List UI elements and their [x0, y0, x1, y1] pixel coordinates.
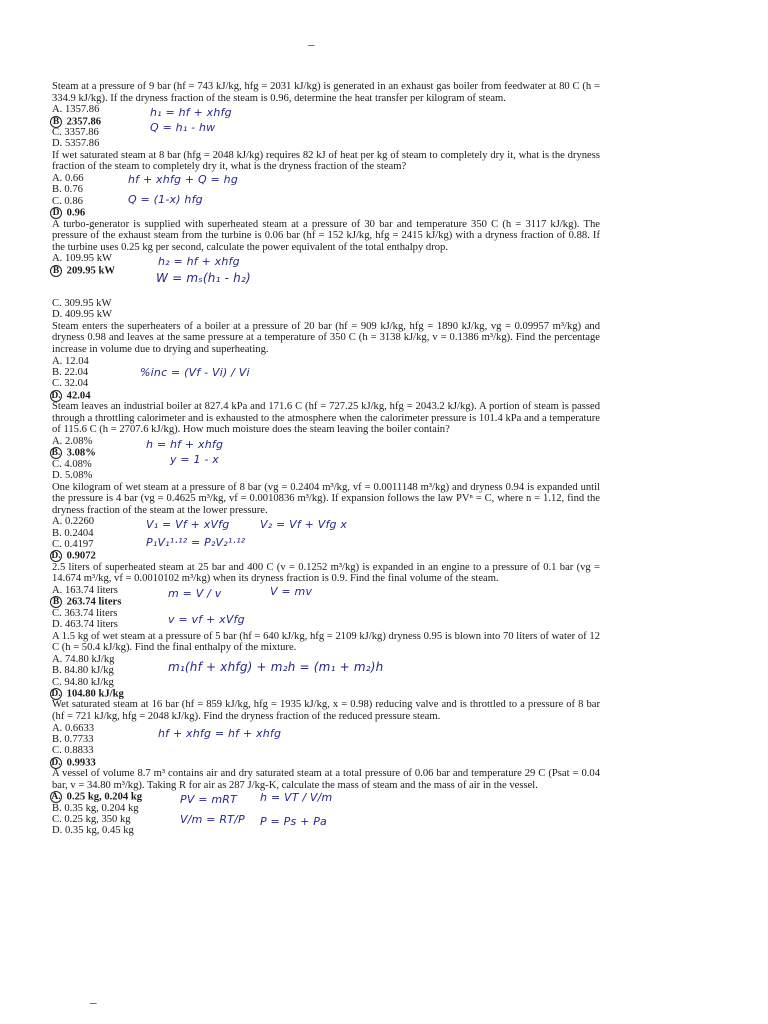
option-d[interactable]: D. 463.74 liters	[52, 619, 118, 631]
handwritten-note: P₁V₁¹·¹² = P₂V₂¹·¹²	[146, 536, 246, 550]
options	[52, 723, 600, 769]
handwritten-note: h = VT / V/m	[260, 791, 333, 805]
option-b[interactable]: B. 0.76	[52, 184, 83, 196]
options	[52, 585, 600, 631]
option-d-selected[interactable]: D 0.96	[52, 207, 600, 218]
handwritten-note: Q = h₁ - hw	[150, 121, 216, 135]
options	[52, 173, 600, 219]
option-a-selected[interactable]: A. 0.25 kg, 0.204 kg	[51, 791, 143, 803]
option-a[interactable]: A. 109.95 kW	[52, 253, 113, 265]
options	[52, 356, 600, 402]
option-d[interactable]: D. 409.95 kW	[52, 309, 113, 321]
option-c[interactable]: C. 0.25 kg, 350 kg	[52, 814, 131, 826]
question	[52, 150, 600, 219]
option-a[interactable]: A. 12.04	[52, 355, 89, 367]
handwritten-note: h₂ = hf + xhfg	[158, 255, 240, 269]
handwritten-note: h = hf + xhfg	[146, 437, 224, 451]
selected-circle-icon: D.	[51, 757, 61, 768]
selected-circle-icon: D.	[51, 688, 61, 699]
selected-circle-icon: A.	[51, 792, 61, 803]
option-c[interactable]: C. 0.4197	[52, 539, 94, 551]
options	[52, 253, 600, 321]
selected-circle-icon: B.	[51, 448, 61, 459]
question-text: One kilogram of wet steam at a pressure of 8 bar (vg = 0.2404 m³/kg, vf = 0.0011148 m³/kg) and dryness 0.94 is expanded until the pressure is 4 bar (vg = 0.4625 m³/kg, vf = 0.0010836 m³/kg). If expansion follows the law PVⁿ = C, where n = 1.12, find the dryness fraction of the steam at the lower pressure.	[52, 481, 600, 516]
handwritten-note: hf + xhfg + Q = hg	[128, 172, 239, 186]
selected-circle-icon: B	[50, 265, 62, 277]
handwritten-note: P = Ps + Pa	[260, 815, 327, 829]
selected-circle-icon: B	[50, 116, 62, 128]
selected-circle-icon: B	[50, 596, 62, 608]
handwritten-note: W = mₛ(h₁ - h₂)	[156, 271, 251, 286]
option-b[interactable]: B. 0.35 kg, 0.204 kg	[52, 802, 139, 814]
option-d-selected[interactable]: D. 0.9072	[51, 550, 96, 562]
option-c[interactable]: C. 309.95 kW	[52, 298, 112, 310]
handwritten-note: m₁(hf + xhfg) + m₂h = (m₁ + m₂)h	[168, 659, 384, 674]
selected-circle-icon: D	[50, 207, 62, 219]
option-c[interactable]: C. 4.08%	[52, 458, 92, 470]
header-mark: _	[308, 32, 315, 47]
footer-mark: _	[90, 990, 97, 1005]
option-a[interactable]: A. 74.80 kJ/kg	[52, 653, 115, 665]
option-a[interactable]: A. 1357.86	[52, 104, 100, 116]
question-text: Wet saturated steam at 16 bar (hf = 859 kJ/kg, hfg = 1935 kJ/kg, x = 0.98) reducing valve and is throttled to a pressure of 8 bar (hf = 721 kJ/kg, hfg = 2048 kJ/kg). Find the dryness fraction of the reduced pressure steam.	[52, 699, 600, 722]
question	[52, 219, 600, 321]
option-d-selected[interactable]: D. 104.80 kJ/kg	[51, 688, 124, 700]
handwritten-note: Q = (1-x) hfg	[128, 192, 203, 206]
question	[52, 562, 600, 631]
handwritten-note: PV = mRT	[180, 793, 238, 807]
option-c[interactable]: C. 3357.86	[52, 126, 99, 138]
option-b[interactable]: B. 84.80 kJ/kg	[52, 665, 114, 677]
option-b-selected[interactable]: B 2357.86	[52, 116, 600, 127]
question-sheet	[52, 81, 600, 837]
option-d[interactable]: D. 5357.86	[52, 138, 100, 150]
option-a[interactable]: A. 0.66	[52, 172, 84, 184]
question-text: Steam leaves an industrial boiler at 827.4 kPa and 171.6 C (hf = 727.25 kJ/kg, hfg = 2043.2 kJ/kg). A portion of steam is passed through a throttling calorimeter and is exhausted to the atmosphere when the calorimeter pressure is 101.4 kPa and a temperature of 115.6 C (h = 2707.6 kJ/kg). How much moisture does the steam leaving the boiler contain?	[52, 401, 600, 436]
option-b[interactable]: B. 0.2404	[52, 527, 94, 539]
option-a[interactable]: A. 163.74 liters	[52, 585, 118, 597]
options	[52, 436, 600, 482]
question	[52, 321, 600, 401]
option-d-selected[interactable]: D. 0.9933	[51, 757, 96, 769]
question-text: Steam at a pressure of 9 bar (hf = 743 kJ/kg, hfg = 2031 kJ/kg) is generated in an exhaust gas boiler from feedwater at 80 C (h = 334.9 kJ/kg). If the dryness fraction of the steam is 0.96, determine the heat transfer per kilogram of steam.	[52, 81, 600, 104]
question	[52, 699, 600, 768]
options	[52, 654, 600, 700]
option-a[interactable]: A. 2.08%	[52, 435, 93, 447]
question-text: If wet saturated steam at 8 bar (hfg = 2048 kJ/kg) requires 82 kJ of heat per kg of steam to completely dry it, what is the dryness fraction of the steam to completely dry it, what is the dryness fraction of the steam?	[52, 149, 600, 173]
option-d[interactable]: D. 0.35 kg, 0.45 kg	[52, 825, 134, 837]
option-b-selected[interactable]: B 263.74 liters	[52, 596, 600, 607]
handwritten-note: V = mv	[270, 585, 313, 599]
question-text: A vessel of volume 8.7 m³ contains air and dry saturated steam at a total pressure of 0.06 bar and temperature 29 C (Psat = 0.04 bar, v = 34.80 m³/kg). Taking R for air as 287 J/kg-K, calculate the mass of steam and the mass of air in the vessel.	[52, 768, 600, 791]
handwritten-note: m = V / v	[168, 587, 222, 601]
handwritten-note: V₂ = Vf + Vfg x	[260, 518, 348, 532]
question-text: A turbo-generator is supplied with superheated steam at a pressure of 30 bar and temperature 350 C (h = 3117 kJ/kg). The pressure of the exhaust steam from the turbine is 0.06 bar (hf = 152 kJ/kg, hfg = 2415 kJ/kg) with a dryness fraction of 0.88. If the turbine uses 0.25 kg per second, calculate the power equivalent of the total enthalpy drop.	[52, 218, 600, 253]
option-a[interactable]: A. 0.2260	[52, 516, 95, 528]
handwritten-note: V₁ = Vf + xVfg	[146, 518, 230, 532]
option-c[interactable]: C. 363.74 liters	[52, 607, 118, 619]
question-text: Steam enters the superheaters of a boiler at a pressure of 20 bar (hf = 909 kJ/kg, hfg = 1890 kJ/kg, vg = 0.09957 m³/kg) and dryness 0.98 and leaves at the same pressure at a temperature of 350 C (h = 3138 kJ/kg, v = 0.1386 m³/kg). Find the percentage increase in volume due to drying and superheating.	[52, 320, 600, 356]
option-c[interactable]: C. 0.86	[52, 195, 83, 207]
option-b[interactable]: B. 22.04	[52, 367, 89, 379]
option-d[interactable]: D. 5.08%	[52, 470, 93, 482]
option-c[interactable]: C. 0.8833	[52, 745, 94, 757]
question	[52, 631, 600, 700]
question	[52, 81, 600, 150]
option-c[interactable]: C. 32.04	[52, 378, 89, 390]
handwritten-note: v = vf + xVfg	[168, 613, 245, 627]
options	[52, 516, 600, 562]
option-b[interactable]: B. 0.7733	[52, 733, 94, 745]
selected-circle-icon: D.	[51, 390, 61, 401]
option-c[interactable]: C. 94.80 kJ/kg	[52, 676, 114, 688]
question-text: 2.5 liters of superheated steam at 25 bar and 400 C (v = 0.1252 m³/kg) is expanded in an engine to a pressure of 0.1 bar (vg = 14.674 m³/kg, vf = 0.0010102 m³/kg) when its dryness fraction is 0.9. Find the final volume of the steam.	[52, 561, 600, 585]
handwritten-note: %inc = (Vf - Vi) / Vi	[140, 365, 250, 379]
options	[52, 104, 600, 150]
option-a[interactable]: A. 0.6633	[52, 722, 95, 734]
option-b-selected[interactable]: B 209.95 kW	[52, 265, 600, 276]
option-b-selected[interactable]: B. 3.08%	[51, 447, 96, 459]
handwritten-note: V/m = RT/P	[180, 813, 245, 827]
question	[52, 401, 600, 481]
handwritten-note: y = 1 - x	[170, 452, 219, 466]
options	[52, 791, 600, 837]
handwritten-note: h₁ = hf + xhfg	[150, 106, 232, 120]
handwritten-note: hf + xhfg = hf + xhfg	[158, 726, 282, 740]
question-text: A 1.5 kg of wet steam at a pressure of 5 bar (hf = 640 kJ/kg, hfg = 2109 kJ/kg) dryness 0.95 is blown into 70 liters of water of 12 C (h = 50.4 kJ/kg). Find the final enthalpy of the mixture.	[52, 630, 600, 654]
question	[52, 482, 600, 562]
selected-circle-icon: D.	[51, 551, 61, 562]
option-d-selected[interactable]: D. 42.04	[51, 390, 91, 402]
question	[52, 768, 600, 837]
